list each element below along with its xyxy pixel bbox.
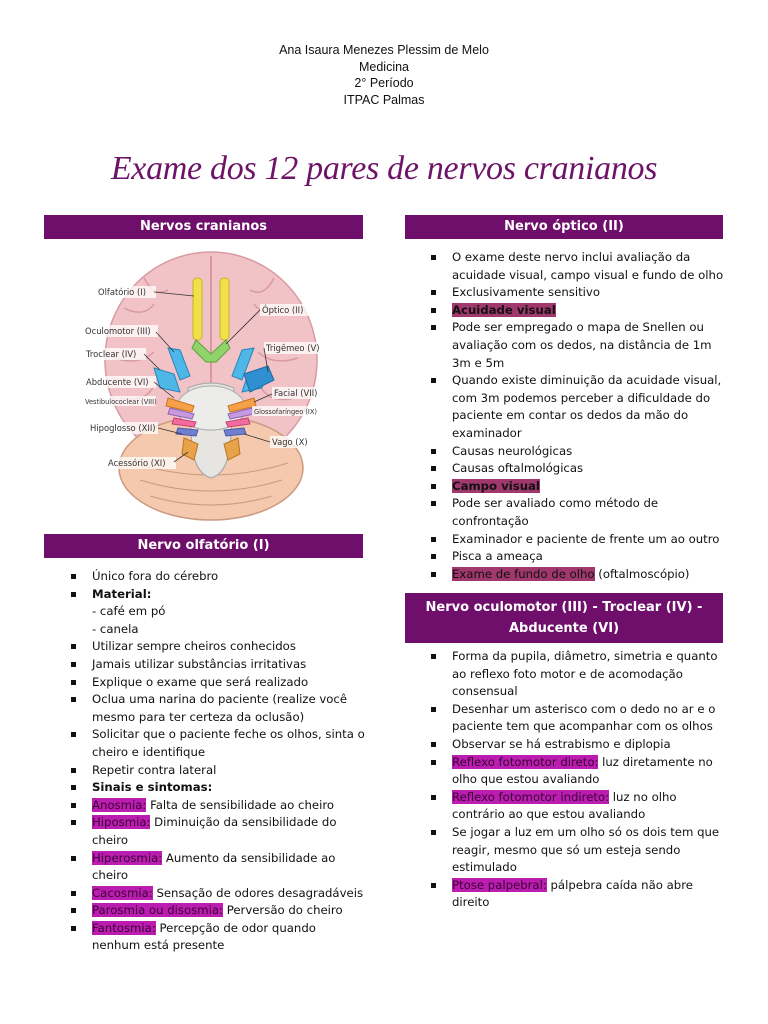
course-name: Medicina <box>358 59 410 74</box>
list-item: Examinador e paciente de frente um ao outro <box>426 531 726 549</box>
list-item: Pode ser empregado o mapa de Snellen ou avaliação com os dedos, na distância de 1m 3m e 5m <box>426 319 726 372</box>
list-item: Anosmia: Falta de sensibilidade ao cheiro <box>66 797 366 815</box>
list-item: Utilizar sempre cheiros conhecidos <box>66 638 366 656</box>
list-item: Reflexo fotomotor direto: luz diretamente no olho que estou avaliando <box>426 754 726 789</box>
olfatorio-list <box>66 568 366 955</box>
label-facial: Facial (VII) <box>274 388 318 398</box>
list-item: Jamais utilizar substâncias irritativas <box>66 656 366 674</box>
list-item: Reflexo fotomotor indireto: luz no olho contrário ao que estou avaliando <box>426 789 726 824</box>
highlight-term: Exame de fundo de olho <box>452 566 595 581</box>
list-item: Ptose palpebral: pálpebra caída não abre direito <box>426 877 726 912</box>
list-item: Parosmia ou disosmia: Perversão do cheiro <box>66 902 366 920</box>
highlight-term: Ptose palpebral: <box>452 877 547 892</box>
highlight-term: Cacosmia: <box>92 885 153 900</box>
page-title: Exame dos 12 pares de nervos cranianos <box>110 150 658 187</box>
section-header-oculomotor: Nervo oculomotor (III) - Troclear (IV) - Abducente (VI) <box>405 593 723 643</box>
list-item: Oclua uma narina do paciente (realize você mesmo para ter certeza da oclusão) <box>66 691 366 726</box>
list-item: Hiperosmia: Aumento da sensibilidade ao cheiro <box>66 850 366 885</box>
list-item <box>426 478 726 496</box>
highlight-term: Reflexo fotomotor indireto: <box>452 789 610 804</box>
section-header-optico: Nervo óptico (II) <box>405 215 723 239</box>
highlight-term: Reflexo fotomotor direto: <box>452 754 599 769</box>
list-item: Forma da pupila, diâmetro, simetria e quanto ao reflexo foto motor e de acomodação consensual <box>426 648 726 701</box>
list-item: Solicitar que o paciente feche os olhos, sinta o cheiro e identifique <box>66 726 366 761</box>
list-item: Pisca a ameaça <box>426 548 726 566</box>
list-item: Explique o exame que será realizado <box>66 674 366 692</box>
author-name: Ana Isaura Menezes Plessim de Melo <box>279 43 489 57</box>
period: 2° Período <box>354 76 414 90</box>
label-abducente: Abducente (VI) <box>86 377 149 387</box>
list-item: Quando existe diminuição da acuidade visual, com 3m podemos perceber a dificuldade do paciente em contar os dedos da mão do examinador <box>426 372 726 442</box>
label-oculomotor: Oculomotor (III) <box>85 326 151 336</box>
section-header-olfatorio: Nervo olfatório (I) <box>44 534 363 558</box>
highlight-term: Anosmia: <box>92 797 147 812</box>
highlight-term: Hiposmia: <box>92 815 151 830</box>
list-item: Causas oftalmológicas <box>426 460 726 478</box>
label-troclear: Troclear (IV) <box>86 349 137 359</box>
list-item <box>426 302 726 320</box>
optico-list <box>426 249 726 583</box>
label-trigemeo: Trigêmeo (V) <box>266 343 320 353</box>
list-item: Causas neurológicas <box>426 443 726 461</box>
brain-base-illustration <box>84 248 338 522</box>
list-item: Único fora do cérebro <box>66 568 366 586</box>
highlight-term: Fantosmia: <box>92 920 156 935</box>
list-item: Hiposmia: Diminuição da sensibilidade do cheiro <box>66 814 366 849</box>
list-item: O exame deste nervo inclui avaliação da acuidade visual, campo visual e fundo de olho <box>426 249 726 284</box>
highlight-term: Hiperosmia: <box>92 850 163 865</box>
label-hipoglosso: Hipoglosso (XII) <box>90 423 156 433</box>
highlight-term: Campo visual <box>452 478 540 493</box>
list-item: Se jogar a luz em um olho só os dois tem que reagir, mesmo que só um esteja sendo estimulado <box>426 824 726 877</box>
oculomotor-list <box>426 648 726 912</box>
highlight-term: Acuidade visual <box>452 302 556 317</box>
list-item: Pode ser avaliado como método de confrontação <box>426 495 726 530</box>
list-item: Material: - café em pó - canela <box>66 586 366 639</box>
list-item: Exame de fundo de olho (oftalmoscópio) <box>426 566 726 584</box>
label-vestibulococlear: Vestibulococlear (VIII) <box>85 398 157 406</box>
list-item: Fantosmia: Percepção de odor quando nenhum está presente <box>66 920 366 955</box>
school-name: ITPAC Palmas <box>343 92 425 107</box>
list-item: Sinais e sintomas: <box>66 779 366 797</box>
label-optico: Óptico (II) <box>262 305 304 315</box>
list-item: Repetir contra lateral <box>66 762 366 780</box>
highlight-term: Parosmia ou disosmia: <box>92 903 223 918</box>
label-olfatorio: Olfatório (I) <box>98 287 146 297</box>
section-header-nervos-cranianos: Nervos cranianos <box>44 215 363 239</box>
list-item: Observar se há estrabismo e diplopia <box>426 736 726 754</box>
label-acessorio: Acessório (XI) <box>108 458 166 468</box>
list-item: Desenhar um asterisco com o dedo no ar e o paciente tem que acompanhar com os olhos <box>426 701 726 736</box>
list-item: Exclusivamente sensitivo <box>426 284 726 302</box>
label-vago: Vago (X) <box>272 437 308 447</box>
document-header <box>0 42 768 108</box>
list-item: Cacosmia: Sensação de odores desagradáveis <box>66 885 366 903</box>
label-glossofaringeo: Glossofaríngeo (IX) <box>254 408 317 416</box>
